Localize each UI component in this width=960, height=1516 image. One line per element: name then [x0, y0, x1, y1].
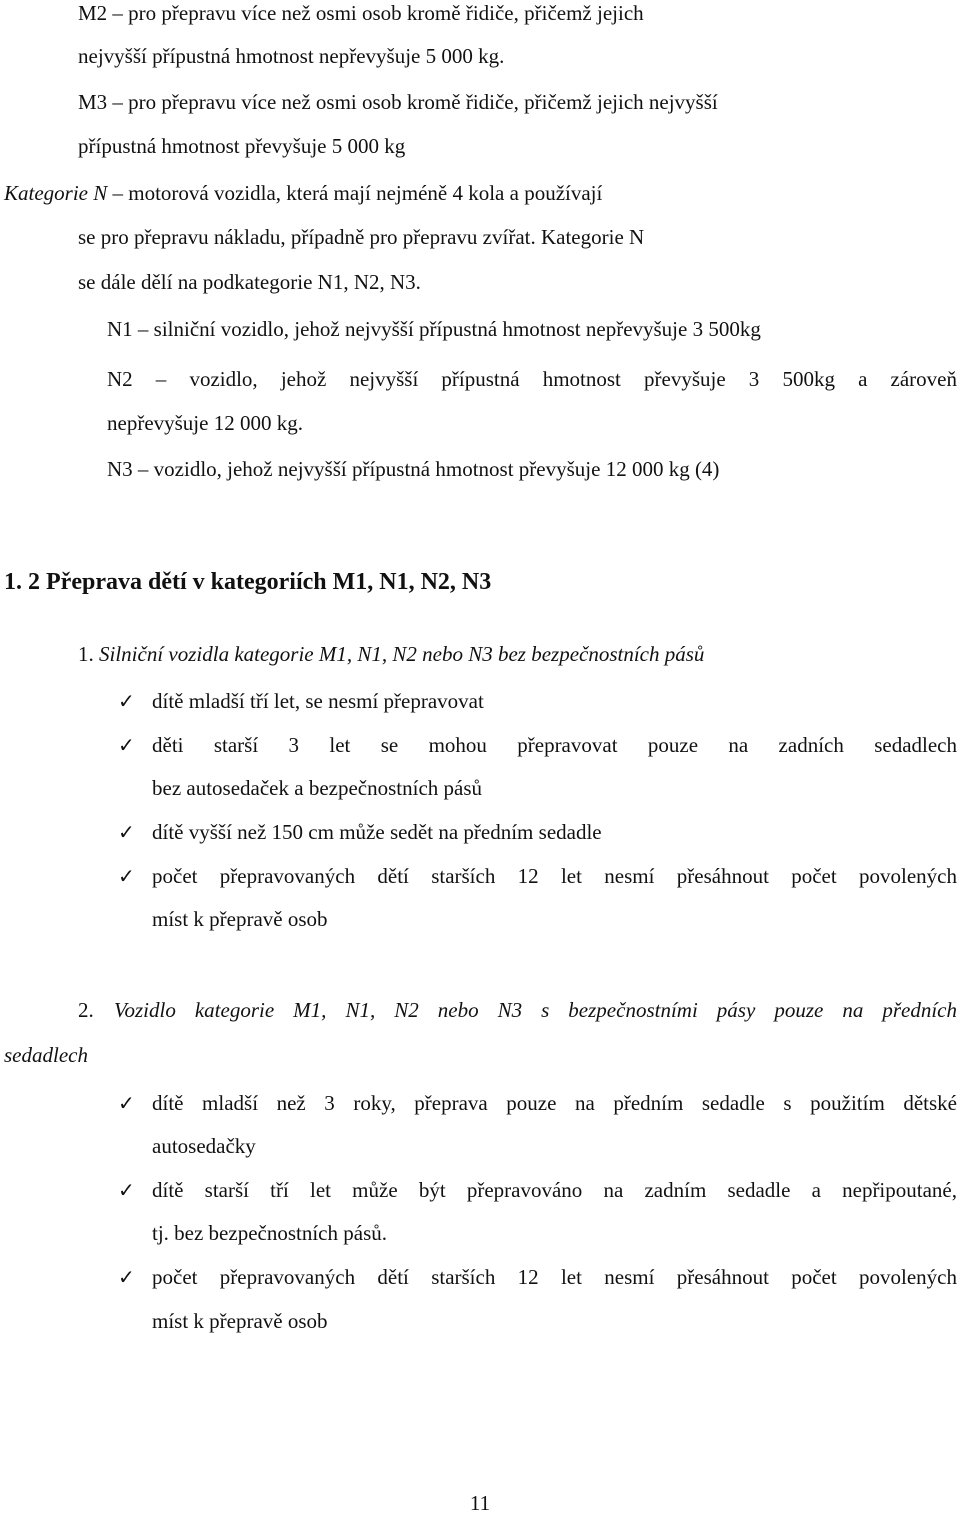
subsection-2-bullet-2-line-1: dítě starší tří let může být přepravováno na zadním sedadle a nepřipoutané,	[152, 1178, 957, 1202]
subsection-2-bullet-1-line-2: autosedačky	[152, 1134, 256, 1158]
m3-line-1: M3 – pro přepravu více než osmi osob kromě řidiče, přičemž jejich nejvyšší	[78, 90, 718, 114]
checkmark-icon: ✓	[118, 820, 135, 844]
checkmark-icon: ✓	[118, 864, 135, 888]
subsection-2-bullet-3-line-2: míst k přepravě osob	[152, 1309, 328, 1333]
subsection-2-bullet-2-line-2: tj. bez bezpečnostních pásů.	[152, 1221, 387, 1245]
n2-definition-line-2: nepřevyšuje 12 000 kg.	[107, 411, 303, 435]
checkmark-icon: ✓	[118, 733, 135, 757]
subsection-2-bullet-1-line-1: dítě mladší než 3 roky, přeprava pouze na předním sedadle s použitím dětské	[152, 1091, 957, 1115]
subsection-2-bullet-3-line-1: počet přepravovaných dětí starších 12 let nesmí přesáhnout počet povolených	[152, 1265, 957, 1289]
n2-definition-line-1: N2 – vozidlo, jehož nejvyšší přípustná hmotnost převyšuje 3 500kg a zároveň	[107, 367, 957, 391]
m3-line-2: přípustná hmotnost převyšuje 5 000 kg	[78, 134, 406, 158]
subsection-2-title-line-2: sedadlech	[4, 1043, 88, 1067]
m2-line-1: M2 – pro přepravu více než osmi osob kromě řidiče, přičemž jejich	[78, 1, 644, 25]
checkmark-icon: ✓	[118, 1265, 135, 1289]
m2-line-2: nejvyšší přípustná hmotnost nepřevyšuje 5 000 kg.	[78, 44, 505, 68]
n1-definition: N1 – silniční vozidlo, jehož nejvyšší přípustná hmotnost nepřevyšuje 3 500kg	[107, 317, 761, 341]
section-heading: 1. 2 Přeprava dětí v kategoriích M1, N1, N2, N3	[4, 569, 492, 595]
subsection-1-title	[78, 641, 704, 667]
checkmark-icon: ✓	[118, 1091, 135, 1115]
subsection-1-bullet-4-line-1: počet přepravovaných dětí starších 12 let nesmí přesáhnout počet povolených	[152, 864, 957, 888]
subsection-1-bullet-1: dítě mladší tří let, se nesmí přepravovat	[152, 689, 484, 713]
subsection-1-number: 1.	[78, 642, 94, 666]
category-n-line-3: se dále dělí na podkategorie N1, N2, N3.	[78, 270, 421, 294]
checkmark-icon: ✓	[118, 689, 135, 713]
checkmark-icon: ✓	[118, 1178, 135, 1202]
category-n-line-1	[4, 180, 602, 206]
category-n-definition: motorová vozidla, která mají nejméně 4 kola a používají	[123, 181, 603, 205]
subsection-1-bullet-3: dítě vyšší než 150 cm může sedět na předním sedadle	[152, 820, 602, 844]
subsection-2-number: 2.	[78, 998, 94, 1022]
page-number: 11	[469, 1491, 491, 1515]
subsection-1-title-text: Silniční vozidla kategorie M1, N1, N2 nebo N3 bez bezpečnostních pásů	[93, 642, 705, 666]
subsection-1-bullet-2-line-1: děti starší 3 let se mohou přepravovat pouze na zadních sedadlech	[152, 733, 957, 757]
subsection-1-bullet-2-line-2: bez autosedaček a bezpečnostních pásů	[152, 776, 483, 800]
category-n-line-2: se pro přepravu nákladu, případně pro přepravu zvířat. Kategorie N	[78, 225, 645, 249]
category-n-term: Kategorie N –	[4, 181, 123, 205]
subsection-2-title-line-1: Vozidlo kategorie M1, N1, N2 nebo N3 s bezpečnostními pásy pouze na předních	[114, 998, 957, 1022]
subsection-1-bullet-4-line-2: míst k přepravě osob	[152, 907, 328, 931]
n3-definition: N3 – vozidlo, jehož nejvyšší přípustná hmotnost převyšuje 12 000 kg (4)	[107, 457, 720, 481]
